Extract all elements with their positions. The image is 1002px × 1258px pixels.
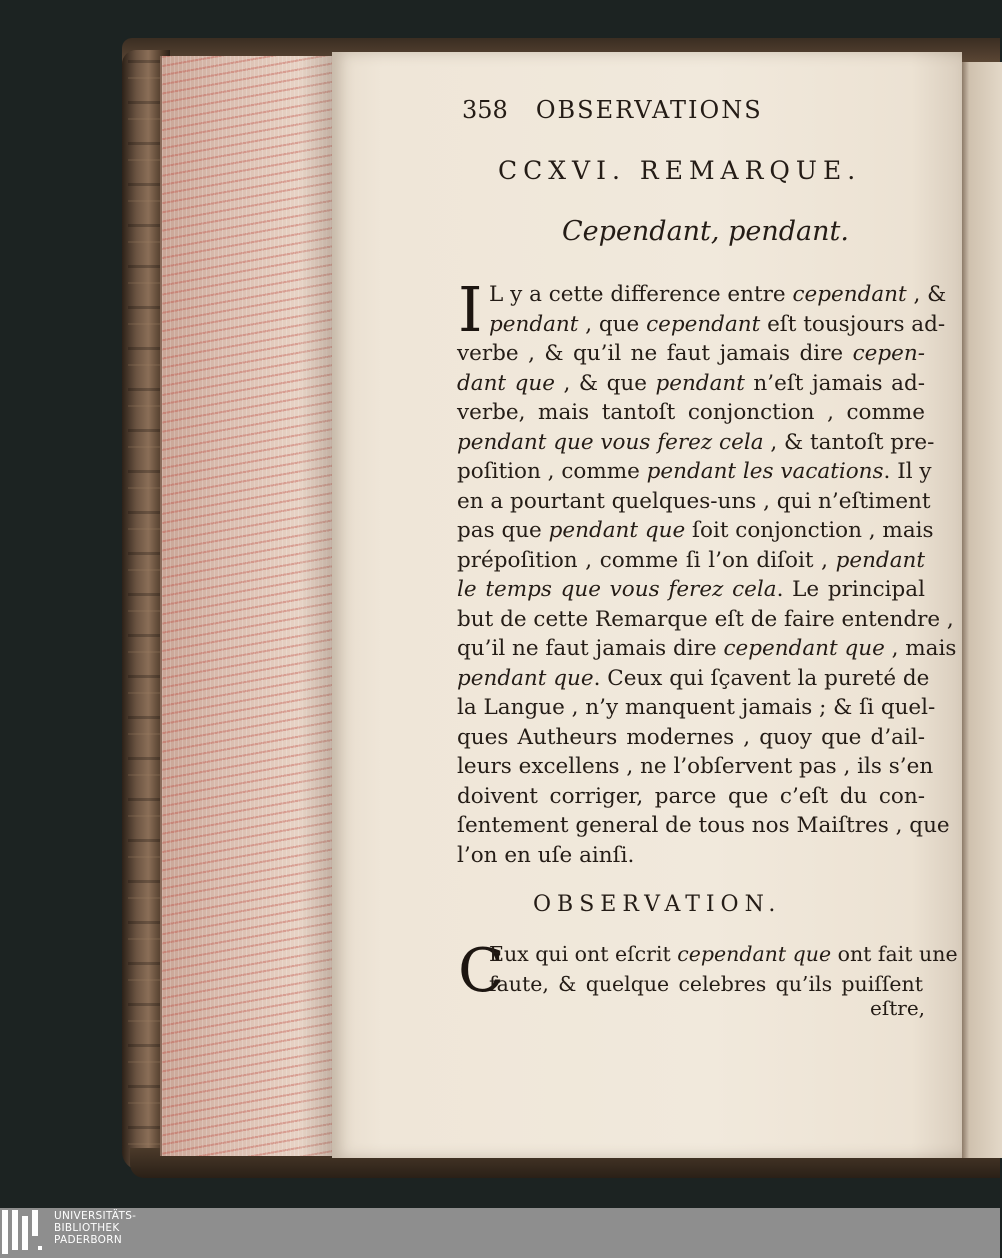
- remark-text-run: pendant: [835, 547, 925, 573]
- remark-text-run: leurs excellens , ne l’obſervent pas , ils s’en: [457, 754, 934, 779]
- observation-title: OBSERVATION.: [533, 892, 782, 917]
- remark-text-run: qu’il ne faut jamais dire: [457, 636, 724, 661]
- remark-text-run: pendant les vacations: [646, 459, 884, 484]
- remark-line: [457, 723, 925, 753]
- remark-text-run: le temps que vous ferez cela: [457, 577, 777, 602]
- remark-line: [457, 575, 925, 605]
- remark-text-run: poſition , comme: [457, 459, 647, 484]
- observation-text-run: cependant que: [677, 942, 832, 966]
- remark-line: [457, 752, 934, 782]
- remark-text-run: ſentement general de tous nos Maiſtres , que: [457, 813, 950, 838]
- remark-paragraph: [457, 273, 957, 870]
- remark-line: [457, 428, 935, 458]
- remark-text-run: , &: [906, 282, 947, 307]
- remark-text-run: pendant: [489, 311, 579, 337]
- remark-line: [457, 280, 947, 310]
- remark-subtitle: Cependant, pendant.: [562, 216, 849, 247]
- remark-line: [457, 369, 925, 399]
- remark-line: [457, 457, 932, 487]
- remark-text-run: n’eſt jamais ad-: [744, 370, 925, 396]
- remark-line: [457, 546, 925, 576]
- observation-text-run: faute, & quelque celebres qu’ils puiſſent: [489, 971, 923, 996]
- remark-text-run: but de cette Remarque eſt de faire entendre ,: [457, 606, 954, 632]
- remark-text-run: cependant que: [723, 636, 885, 661]
- remark-line: [457, 664, 930, 694]
- remark-text-run: verbe , & qu’il ne faut jamais dire: [457, 341, 853, 366]
- remark-text-run: prépoſition , comme ſi l’on diſoit ,: [457, 547, 836, 573]
- remark-text-run: pas que: [457, 518, 549, 543]
- remark-text-run: pendant que: [548, 518, 686, 543]
- remark-line: [457, 339, 925, 369]
- remark-text-run: . Ceux qui ſçavent la pureté de: [593, 665, 930, 691]
- remark-text-run: ſoit conjonction , mais: [685, 518, 934, 543]
- remark-text-run: pendant que vous ferez cela: [457, 429, 764, 455]
- observation-text-run: ont fait une: [831, 942, 958, 966]
- drop-cap-observation: C: [458, 936, 504, 1006]
- remark-line: [457, 841, 925, 871]
- remark-text-run: , & tantoſt pre-: [763, 429, 935, 455]
- running-head-title: OBSERVATIONS: [535, 96, 763, 124]
- remark-text-run: pendant que: [457, 665, 594, 691]
- facing-page-edge: [962, 62, 1002, 1158]
- remark-text-run: cepen-: [852, 341, 925, 366]
- remark-line: [457, 693, 936, 723]
- remark-text-run: l’on en uſe ainſi.: [457, 842, 635, 868]
- remark-text-run: cependant: [646, 311, 761, 337]
- observation-paragraph: [457, 936, 958, 1006]
- remark-text-run: ques Autheurs modernes , quoy que d’ail-: [457, 724, 925, 750]
- remark-line: [457, 605, 954, 635]
- page-edges-shade: [300, 56, 332, 1156]
- remark-text-run: cependant: [792, 282, 907, 307]
- remark-text-run: L y a cette difference entre: [489, 282, 793, 307]
- catchword: eſtre,: [870, 996, 926, 1020]
- remark-text-run: , mais: [884, 636, 957, 661]
- drop-cap: I: [458, 273, 483, 346]
- remark-line: [457, 782, 925, 812]
- remark-text-run: verbe, mais tantoſt conjonction , comme: [457, 400, 925, 425]
- observation-line: [457, 941, 958, 971]
- remark-text-run: , & que: [554, 370, 656, 396]
- logo-text-line-1: UNIVERSITÄTS-: [54, 1210, 137, 1222]
- footer-bar: [0, 1208, 1000, 1258]
- page-number: 358: [462, 96, 508, 124]
- running-head: [462, 96, 763, 124]
- remark-line: [457, 634, 957, 664]
- remark-text-run: en a pourtant quelques-uns , qui n’eſtiment: [457, 488, 931, 514]
- remark-text-run: la Langue , n’y manquent jamais ; & ſi quel-: [457, 695, 936, 720]
- observation-line: [457, 971, 923, 1001]
- remark-text-run: dant que: [457, 370, 555, 396]
- remark-line: [457, 516, 934, 546]
- remark-text-run: pendant: [655, 370, 745, 396]
- logo-text-line-3: PADERBORN: [54, 1234, 122, 1246]
- remark-title: CCXVI. REMARQUE.: [498, 156, 862, 185]
- remark-text-run: . Le principal: [776, 577, 925, 602]
- remark-line: [457, 487, 931, 517]
- remark-text-run: doivent corriger, parce que c’eſt du con-: [457, 783, 925, 809]
- remark-text-run: . Il y: [883, 459, 932, 484]
- remark-text-run: eſt tousjours ad-: [760, 311, 946, 337]
- logo-text-line-2: BIBLIOTHEK: [54, 1222, 120, 1234]
- library-logo-icon: [2, 1210, 46, 1256]
- remark-line: [457, 310, 946, 340]
- remark-text-run: , que: [578, 311, 647, 337]
- remark-line: [457, 398, 925, 428]
- remark-line: [457, 811, 950, 841]
- observation-text-run: Eux qui ont eſcrit: [489, 942, 678, 966]
